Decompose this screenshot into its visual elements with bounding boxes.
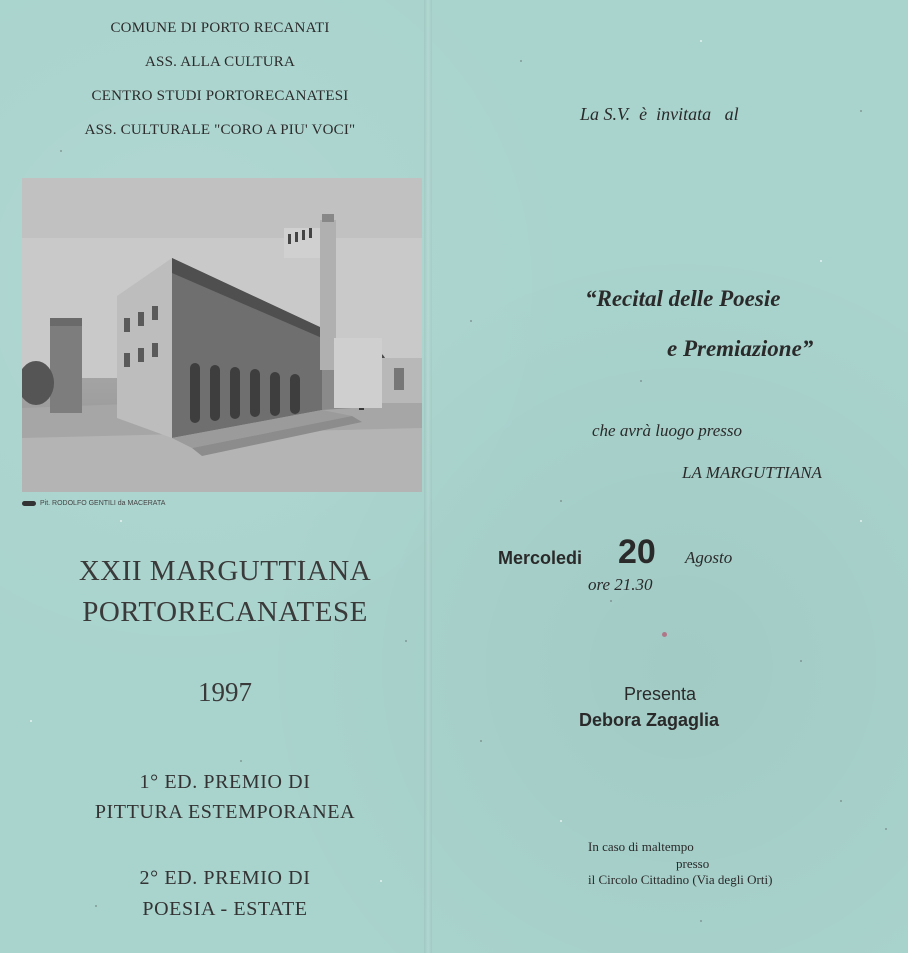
presenter-label: Presenta <box>624 684 697 704</box>
event-year: 1997 <box>198 677 252 707</box>
event-title-line2: PORTORECANATESE <box>82 596 368 628</box>
castle-drawing <box>22 178 422 492</box>
organizer-centro-studi: CENTRO STUDI PORTORECANATESI <box>91 88 349 104</box>
recital-line2: e Premiazione” <box>667 336 814 361</box>
poetry-prize-line2: POESIA - ESTATE <box>142 898 308 920</box>
organizer-comune: COMUNE DI PORTO RECANATI <box>110 20 330 36</box>
date-weekday: Mercoledi <box>498 548 583 568</box>
date-time: ore 21.30 <box>588 575 653 594</box>
castle-photo <box>22 178 422 492</box>
date-day: 20 <box>618 533 656 571</box>
event-title-line1: XXII MARGUTTIANA <box>78 555 372 587</box>
organizer-coro: ASS. CULTURALE "CORO A PIU' VOCI" <box>84 122 356 138</box>
venue-intro: che avrà luogo presso <box>592 421 742 440</box>
painting-prize-line1: 1° ED. PREMIO DI <box>139 771 311 793</box>
credit-mark <box>22 501 36 506</box>
photo-credit-text: Pit. RODOLFO GENTILI da MACERATA <box>40 500 166 507</box>
bad-weather-line2: presso <box>676 856 710 871</box>
poetry-prize-line1: 2° ED. PREMIO DI <box>139 867 311 889</box>
bad-weather-line3: il Circolo Cittadino (Via degli Orti) <box>588 872 773 887</box>
recital-line1: “Recital delle Poesie <box>585 286 781 311</box>
bad-weather-line1: In caso di maltempo <box>588 839 694 854</box>
photo-credit <box>22 500 165 507</box>
invitation-intro: La S.V. è invitata al <box>580 104 739 124</box>
painting-prize-line2: PITTURA ESTEMPORANEA <box>94 801 356 823</box>
venue-name: LA MARGUTTIANA <box>682 463 822 482</box>
organizer-ass-cultura: ASS. ALLA CULTURA <box>145 54 295 70</box>
presenter-name: Debora Zagaglia <box>579 710 720 730</box>
date-month: Agosto <box>685 548 733 567</box>
